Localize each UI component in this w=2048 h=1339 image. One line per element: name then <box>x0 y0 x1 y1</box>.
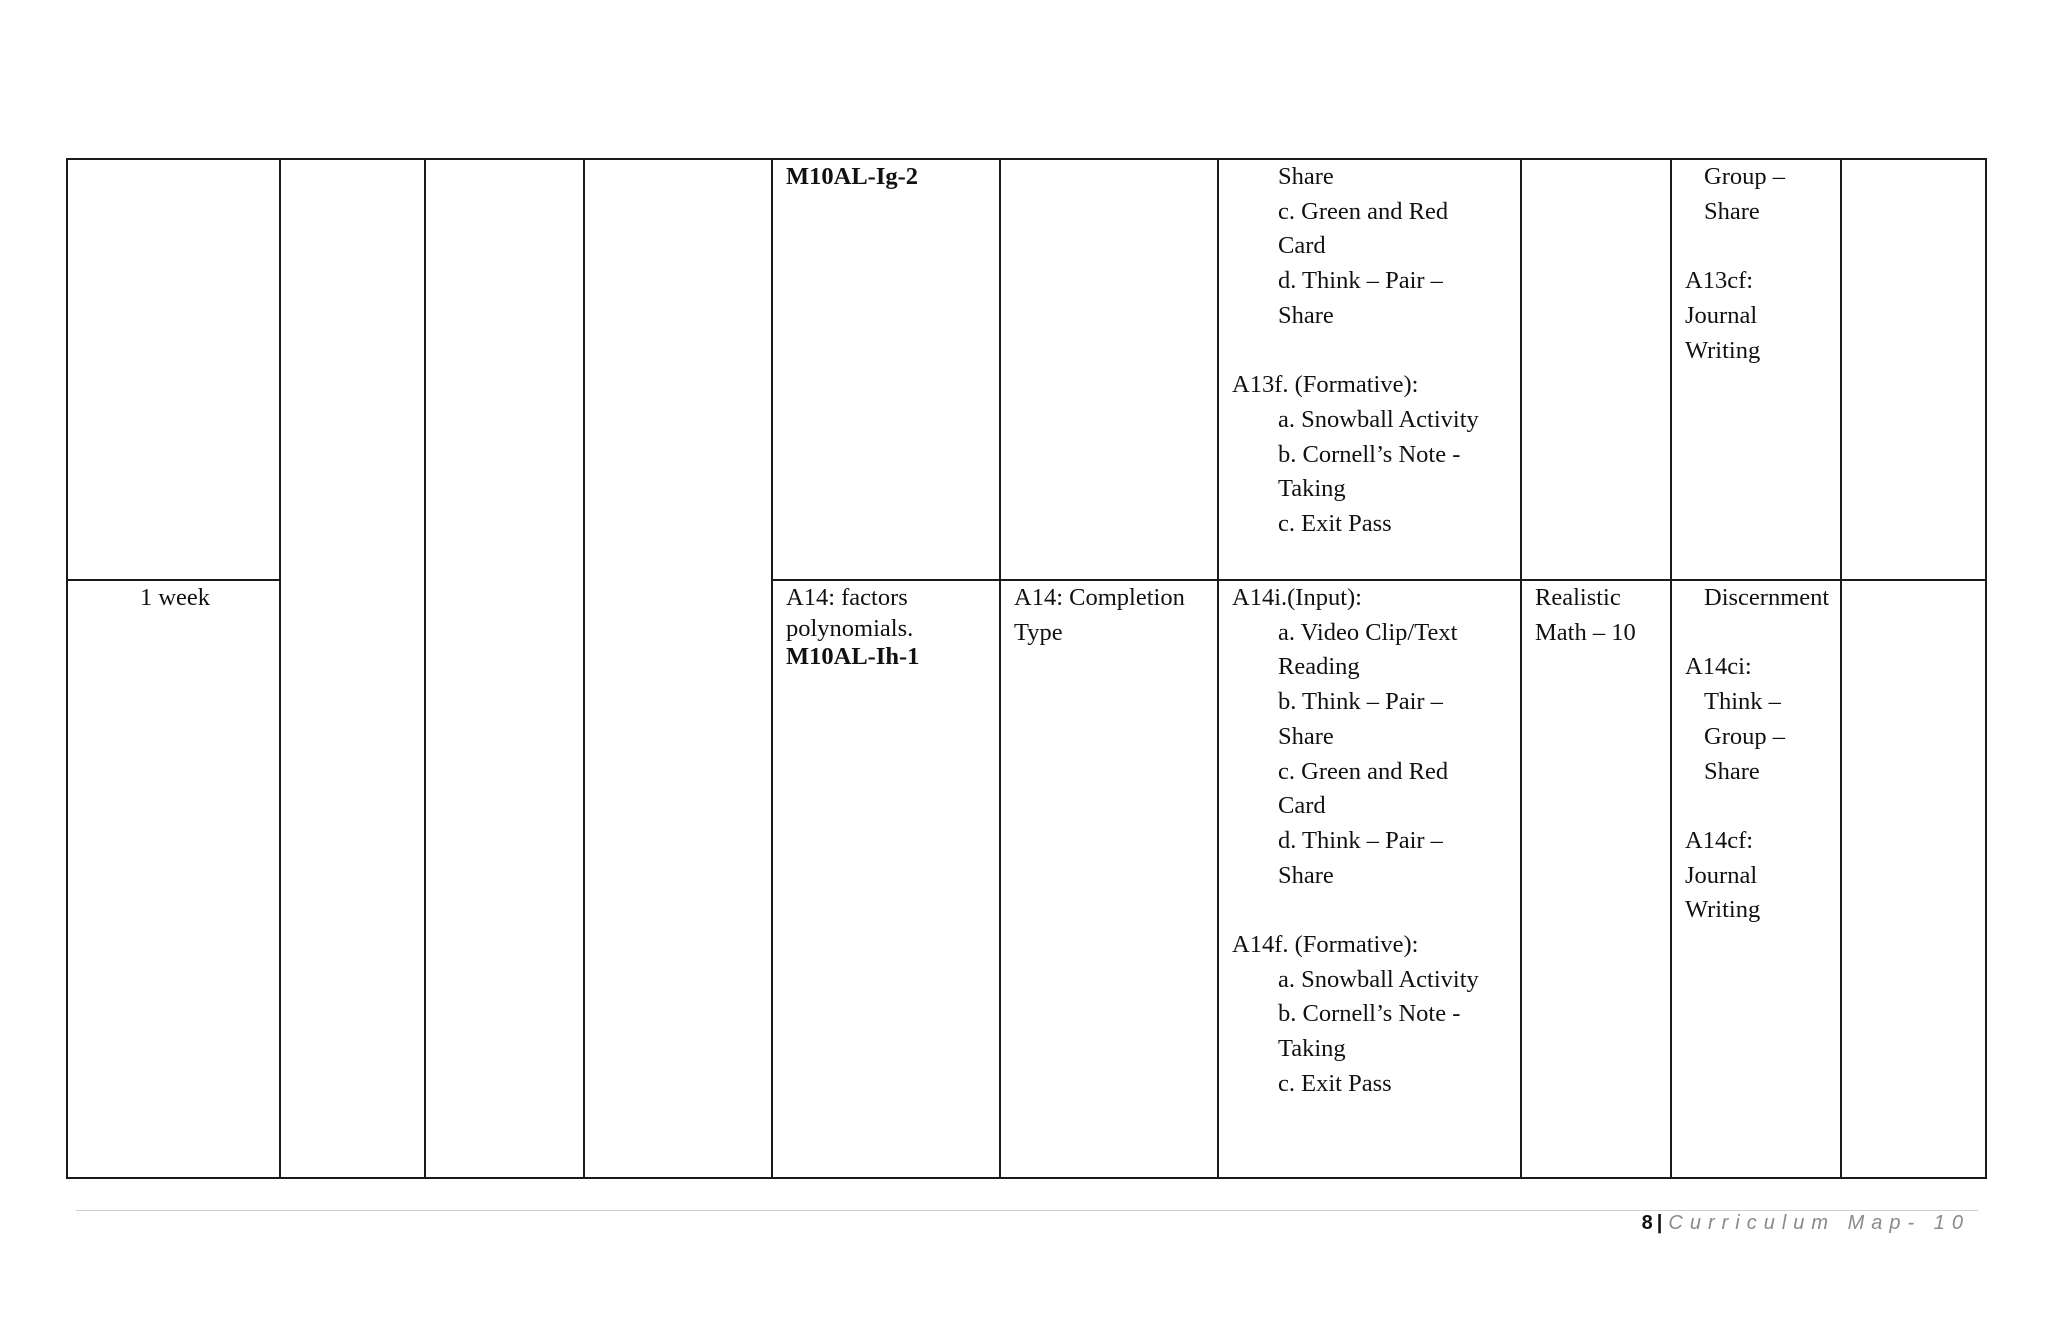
duration-cell <box>67 580 280 1178</box>
values-cf-line: Writing <box>1685 896 1761 924</box>
input-heading: A14i.(Input): <box>1232 584 1362 611</box>
resources-cell <box>1521 159 1671 580</box>
formative-line: Taking <box>1278 1035 1346 1063</box>
values-cell <box>1671 580 1841 1178</box>
activity-line: Share <box>1278 163 1334 190</box>
formative-line: a. Snowball Activity <box>1278 405 1479 433</box>
formative-heading: A13f. (Formative): <box>1232 371 1419 399</box>
values-cf-line: Journal <box>1685 301 1758 329</box>
values-cf-line: A13cf: <box>1685 267 1754 295</box>
activity-line: d. Think – Pair – <box>1278 267 1443 295</box>
competency-text: A14: factors <box>786 584 908 611</box>
formative-line: c. Exit Pass <box>1278 1069 1392 1097</box>
page-footer <box>1642 1212 1970 1235</box>
input-line: d. Think – Pair – <box>1278 826 1443 854</box>
content-standard-cell <box>425 159 584 1178</box>
assessment-line: Type <box>1014 618 1063 646</box>
remarks-cell <box>1841 159 1986 580</box>
duration-text: 1 week <box>139 584 211 611</box>
input-line: Share <box>1278 861 1334 889</box>
competency-code: M10AL-Ih-1 <box>786 642 920 670</box>
input-line: Share <box>1278 722 1334 750</box>
activity-line: c. Green and Red <box>1278 197 1449 225</box>
activity-line: Card <box>1278 232 1326 260</box>
activities-cell <box>1218 159 1521 580</box>
document-title: Curriculum Map- 10 <box>1668 1212 1970 1234</box>
resources-line: Math – 10 <box>1535 618 1636 646</box>
formative-line: b. Cornell’s Note - <box>1278 440 1461 468</box>
input-line: b. Think – Pair – <box>1278 688 1443 716</box>
footer-rule <box>76 1210 1978 1211</box>
curriculum-map-table <box>66 158 1987 1179</box>
table-row <box>67 159 1986 580</box>
resources-cell <box>1521 580 1671 1178</box>
formative-heading: A14f. (Formative): <box>1232 931 1419 959</box>
competency-cell <box>772 580 1000 1178</box>
values-cf-line: A14cf: <box>1685 826 1754 854</box>
competency-cell <box>772 159 1000 580</box>
performance-standard-cell <box>584 159 772 1178</box>
formative-line: c. Exit Pass <box>1278 510 1392 538</box>
competency-code: M10AL-Ig-2 <box>786 163 919 190</box>
input-line: c. Green and Red <box>1278 757 1449 785</box>
values-ci-line: Share <box>1704 757 1760 785</box>
values-cf-line: Writing <box>1685 336 1761 364</box>
assessment-cell <box>1000 580 1218 1178</box>
values-cell <box>1671 159 1841 580</box>
duration-cell <box>67 159 280 580</box>
formative-line: a. Snowball Activity <box>1278 965 1479 993</box>
assessment-line: A14: Completion <box>1014 584 1185 611</box>
values-line: Share <box>1704 197 1760 225</box>
input-line: a. Video Clip/Text <box>1278 618 1458 646</box>
competency-text: polynomials. <box>786 614 914 642</box>
resources-line: Realistic <box>1535 584 1621 611</box>
input-line: Card <box>1278 792 1326 820</box>
content-cell <box>280 159 425 1178</box>
values-line: Group – <box>1704 163 1785 190</box>
activities-cell <box>1218 580 1521 1178</box>
values-cf-line: Journal <box>1685 861 1758 889</box>
input-line: Reading <box>1278 653 1360 681</box>
assessment-cell <box>1000 159 1218 580</box>
values-ci-line: Group – <box>1704 722 1785 750</box>
footer-separator: | <box>1656 1212 1663 1234</box>
remarks-cell <box>1841 580 1986 1178</box>
values-ci-heading: A14ci: <box>1685 653 1752 681</box>
page-number: 8 <box>1641 1212 1653 1234</box>
formative-line: Taking <box>1278 475 1346 503</box>
values-heading: Discernment <box>1704 584 1830 611</box>
values-ci-line: Think – <box>1704 688 1781 716</box>
formative-line: b. Cornell’s Note - <box>1278 1000 1461 1028</box>
activity-line: Share <box>1278 301 1334 329</box>
